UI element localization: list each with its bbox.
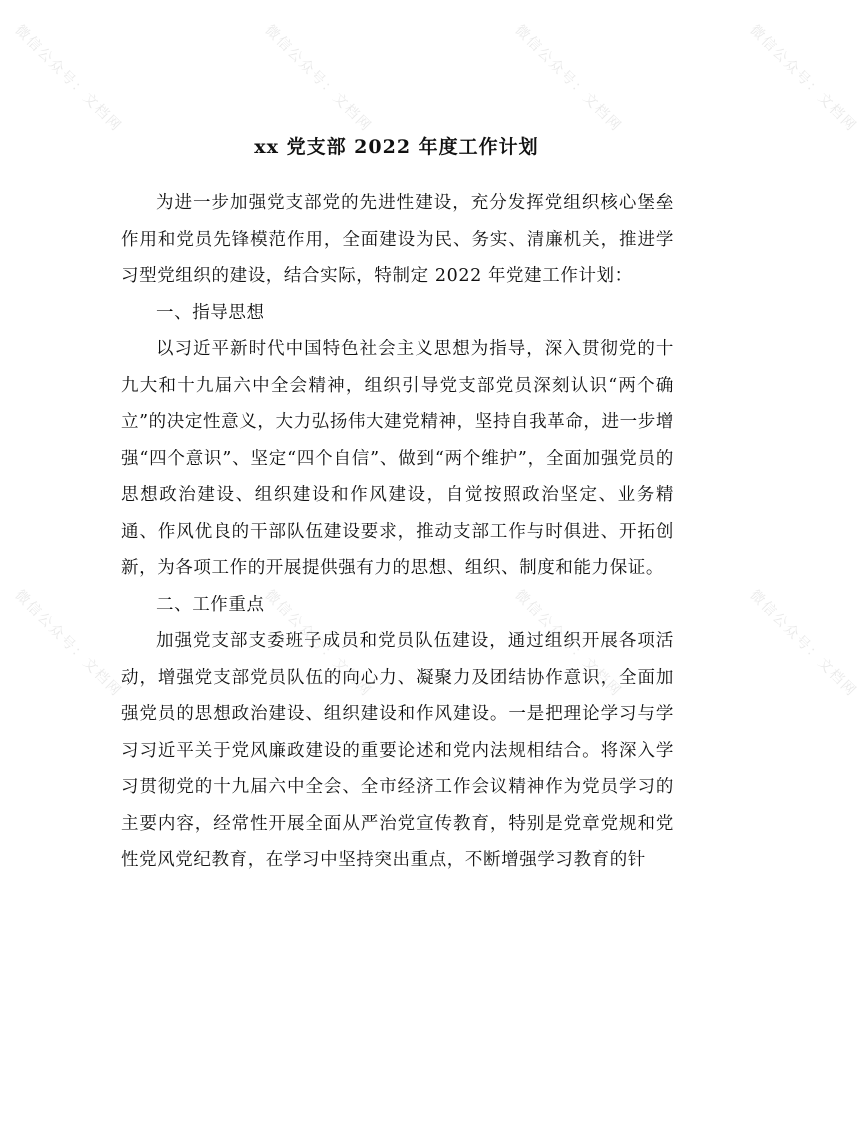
watermark: 微信公众号：文档网 [511,22,625,136]
watermark: 微信公众号：文档网 [746,22,860,136]
watermark: 微信公众号：文档网 [261,22,375,136]
guiding-ideology-paragraph: 以习近平新时代中国特色社会主义思想为指导，深入贯彻党的十九大和十九届六中全会精神，组织引导党支部党员深刻认识“两个确立”的决定性意义，大力弘扬伟大建党精神，坚持自我革命，进一步增强“四个意识”、坚定“四个自信”、做到“两个维护”，全面加强党员的思想政治建设、组织建设和作风建设，自觉按照政治坚定、业务精通、作风优良的干部队伍建设要求，推动支部工作与时俱进、开拓创新，为各项工作的开展提供强有力的思想、组织、制度和能力保证。 [121,339,674,578]
watermark: 微信公众号：文档网 [11,22,125,136]
section-heading-work-focus: 二、工作重点 [156,594,265,615]
document-body [121,185,674,879]
work-focus-paragraph: 加强党支部支委班子成员和党员队伍建设，通过组织开展各项活动，增强党支部党员队伍的向心力、凝聚力及团结协作意识，全面加强党员的思想政治建设、组织建设和作风建设。一是把理论学习与学习习近平关于党风廉政建设的重要论述和党内法规相结合。将深入学习贯彻党的十九届六中全会、全市经济工作会议精神作为党员学习的主要内容，经常性开展全面从严治党宣传教育，特别是党章党规和党性党风党纪教育，在学习中坚持突出重点，不断增强学习教育的针 [121,631,674,870]
section-heading-guiding-ideology: 一、指导思想 [156,302,265,323]
watermark: 微信公众号：文档网 [261,587,375,701]
watermark: 微信公众号：文档网 [511,587,625,701]
intro-paragraph: 为进一步加强党支部党的先进性建设，充分发挥党组织核心堡垒作用和党员先锋模范作用，全面建设为民、务实、清廉机关，推进学习型党组织的建设，结合实际，特制定 2022 年党建工作计划： [121,193,674,286]
watermark: 微信公众号：文档网 [11,587,125,701]
document-title: xx 党支部 2022 年度工作计划 [254,136,539,158]
watermark: 微信公众号：文档网 [746,587,860,701]
